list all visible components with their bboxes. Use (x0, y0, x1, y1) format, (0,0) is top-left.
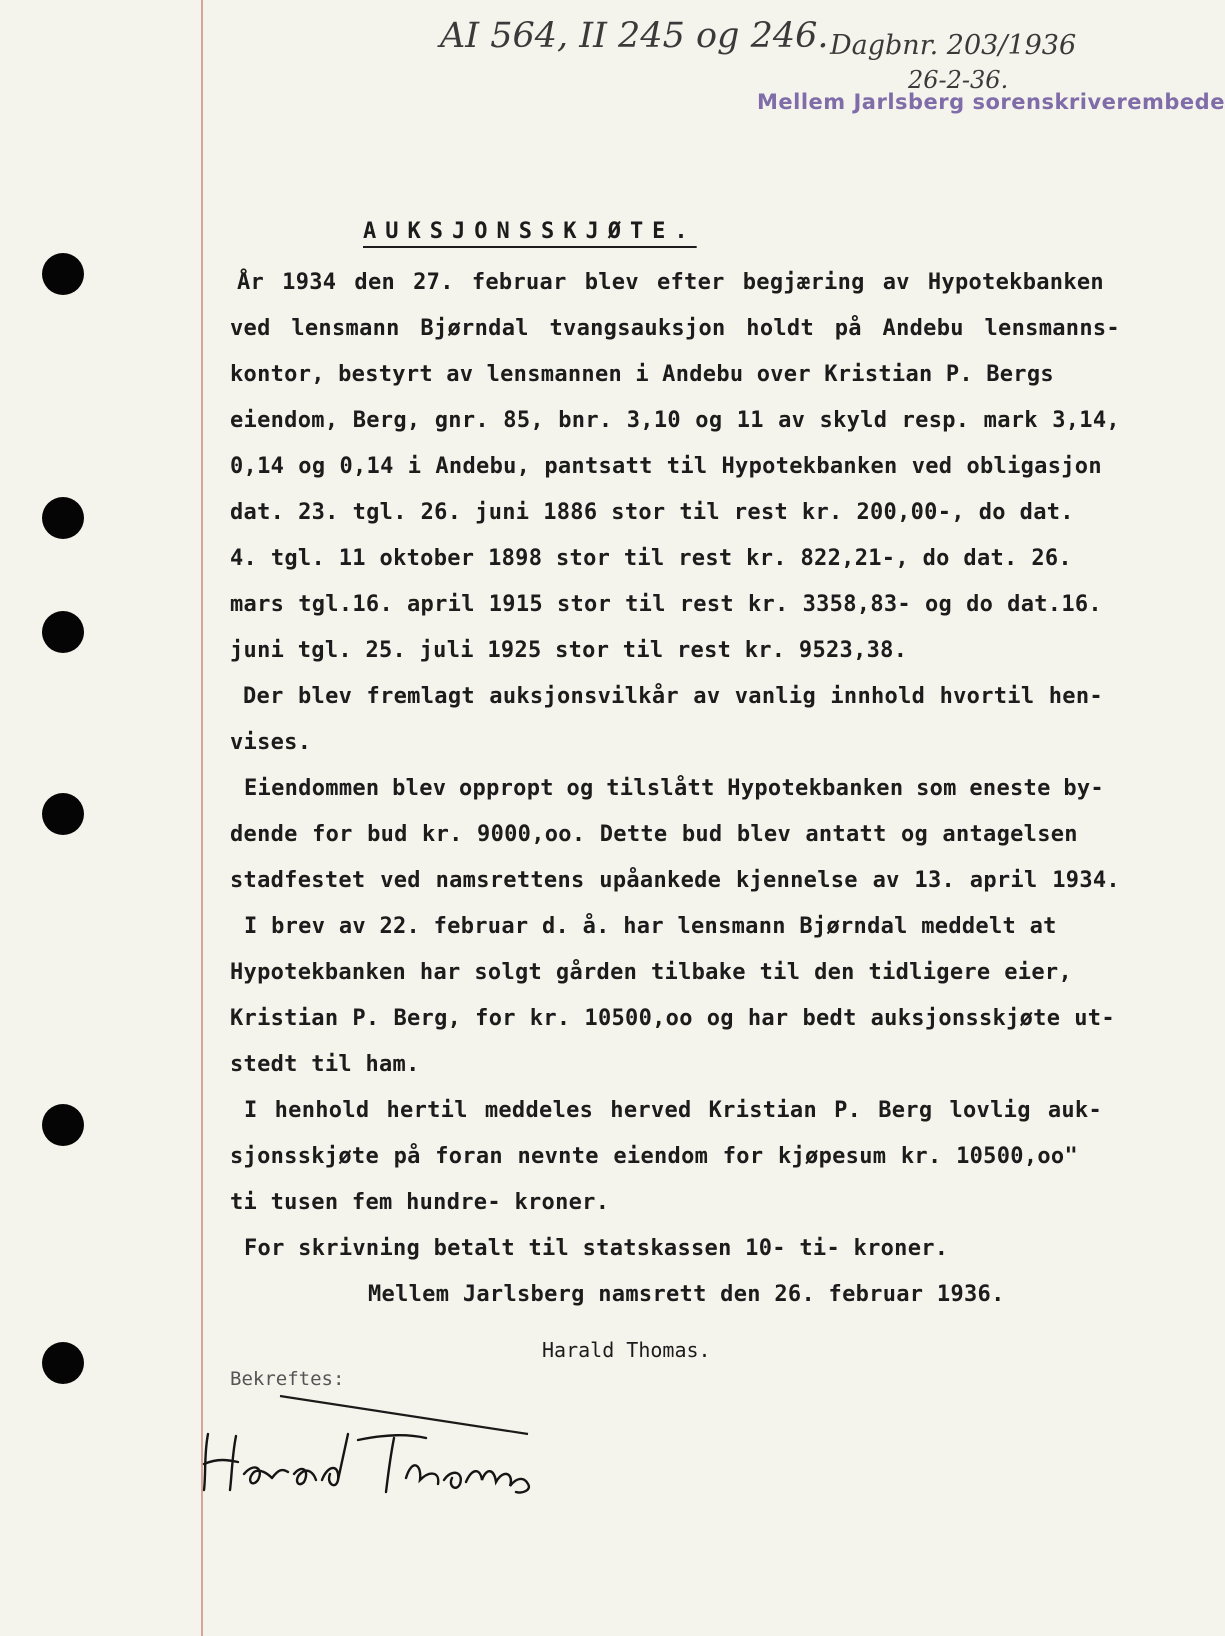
word: har (747, 1006, 789, 1031)
word: den (814, 960, 855, 985)
word: Andebu, (435, 454, 531, 479)
word: og (695, 408, 723, 433)
word: upåankede (599, 868, 722, 893)
word: Der (243, 684, 284, 709)
body-line (230, 1006, 1115, 1042)
word: 0,14 (230, 454, 285, 479)
confirmed-label: Bekreftes: (230, 1368, 345, 1390)
word: tilbake (651, 960, 746, 985)
word: 1898 (488, 546, 543, 571)
word: i (407, 454, 422, 479)
body-line (230, 868, 1120, 904)
word: bud (681, 822, 723, 847)
word: Hypotekbanken (721, 454, 898, 479)
word: ut- (1074, 1006, 1115, 1031)
word: til (623, 546, 665, 571)
word: Dette (599, 822, 668, 847)
word: april (969, 868, 1038, 893)
word: Hypotekbanken (230, 960, 407, 985)
word: og (706, 1006, 734, 1031)
word: eiendom, (230, 408, 339, 433)
word: P. (945, 362, 973, 387)
word: 11 (736, 408, 764, 433)
binder-hole-5 (42, 1104, 84, 1146)
word: og (566, 776, 594, 801)
word: og (298, 454, 326, 479)
word: Berg, (393, 1006, 462, 1031)
word: kr. (747, 592, 789, 617)
word: til (625, 592, 666, 617)
word: Andebu (882, 316, 964, 341)
body-line (230, 362, 1054, 398)
binder-hole-3 (42, 611, 84, 653)
word: blev (298, 684, 353, 709)
word: og (924, 592, 953, 617)
word: Kristian (824, 362, 933, 387)
word: blev (392, 776, 447, 801)
word: kr. (900, 1144, 942, 1169)
journal-date: 26-2-36. (908, 66, 1009, 94)
word: Hypotekbanken (727, 776, 904, 801)
body-line (230, 408, 1120, 444)
word: kontor, (230, 362, 325, 387)
word: 3,14, (1052, 408, 1120, 433)
word: bedt (802, 1006, 857, 1031)
word: Hypotekbanken (927, 270, 1104, 295)
word: nevnte (517, 1144, 599, 1169)
word: antatt (805, 822, 887, 847)
word: eiendom (613, 1144, 709, 1169)
word: tidligere (868, 960, 991, 985)
word: 26. (420, 500, 462, 525)
word: lensmann (291, 316, 400, 341)
word: 10500,oo" (956, 1144, 1078, 1169)
word: kr. (529, 1006, 571, 1031)
word: ved (911, 454, 953, 479)
word: bud (367, 822, 408, 847)
word: eier, (1004, 960, 1072, 985)
word: 85, (503, 408, 544, 433)
word: namsrettens (435, 868, 585, 893)
body-line (230, 546, 1072, 582)
word: kr. (801, 500, 843, 525)
body-line (243, 684, 1103, 720)
body-line (244, 776, 1104, 812)
word: rest (678, 546, 733, 571)
word: by- (1063, 776, 1104, 801)
margin-rule (201, 0, 203, 1636)
word: for (475, 1006, 516, 1031)
body-line: For skrivning betalt til statskassen 10- ti- kroner. (244, 1236, 949, 1261)
word: tvangsauksjon (549, 316, 726, 341)
word: I (244, 1098, 258, 1123)
body-line (230, 500, 1074, 536)
word: Berg (878, 1098, 933, 1123)
word: rest (733, 500, 789, 525)
word: kr. (746, 546, 787, 571)
word: oppropt (458, 776, 554, 801)
word: stor (611, 500, 666, 525)
word: Bjørndal (420, 316, 529, 341)
word: dat. (1019, 500, 1074, 525)
word: april (407, 592, 475, 617)
document-title: AUKSJONSSKJØTE. (363, 219, 697, 244)
body-line: vises. (230, 730, 312, 755)
word: lensmannen (486, 362, 623, 387)
body-line (230, 316, 1120, 352)
word: lensmanns- (984, 316, 1120, 341)
word: 0,14 (339, 454, 394, 479)
word: P. (352, 1006, 380, 1031)
word: 13. (914, 868, 956, 893)
word: gnr. (434, 408, 489, 433)
body-line (230, 822, 1078, 858)
body-line (230, 960, 1072, 996)
handwritten-signature (198, 1394, 538, 1504)
word: kjennelse (735, 868, 858, 893)
word: 1934. (1052, 868, 1120, 893)
word: kjøpesum (777, 1144, 887, 1169)
word: stadfestet (230, 868, 366, 893)
binder-hole-1 (42, 253, 84, 295)
word: fremlagt (366, 684, 475, 709)
word: 200,00-, (856, 500, 965, 525)
word: av (446, 362, 474, 387)
word: bestyrt (338, 362, 433, 387)
binder-hole-2 (42, 497, 84, 539)
word: skyld (819, 408, 888, 433)
word: 10500,oo (584, 1006, 693, 1031)
word: do (922, 546, 950, 571)
word: tgl. (352, 500, 407, 525)
word: 822,21-, (800, 546, 909, 571)
word: til (666, 454, 708, 479)
word: blev (584, 270, 639, 295)
word: dat.16. (1007, 592, 1102, 617)
word: tgl. (270, 546, 325, 571)
word: henhold (274, 1098, 370, 1123)
word: Andebu (662, 362, 744, 387)
word: juni (475, 500, 530, 525)
word: 1886 (543, 500, 598, 525)
word: lovlig (949, 1098, 1031, 1123)
word: dende (230, 822, 298, 847)
body-line (244, 1098, 1102, 1134)
word: Bergs (986, 362, 1054, 387)
word: tilslått (606, 776, 715, 801)
word: pantsatt (544, 454, 653, 479)
word: bnr. (558, 408, 613, 433)
word: innhold (830, 684, 926, 709)
word: for (312, 822, 353, 847)
body-line: ti tusen fem hundre- kroner. (230, 1190, 610, 1215)
word: 11 (338, 546, 366, 571)
word: blev (736, 822, 791, 847)
word: februar (471, 270, 567, 295)
word: auk- (1047, 1098, 1102, 1123)
word: antagelsen (942, 822, 1078, 847)
word: 9000,oo. (477, 822, 586, 847)
word: meddeles (484, 1098, 594, 1123)
binder-hole-4 (42, 793, 84, 835)
word: Kristian (230, 1006, 339, 1031)
word: dat. (963, 546, 1018, 571)
word: Kristian (708, 1098, 817, 1123)
word: 23. (298, 500, 339, 525)
signatory-name: Harald Thomas. (542, 1338, 711, 1362)
word: hertil (386, 1098, 468, 1123)
word: P. (834, 1098, 862, 1123)
word: hen- (1048, 684, 1103, 709)
word: rest (679, 592, 734, 617)
body-line (230, 1144, 1078, 1180)
word: 1934 (282, 270, 337, 295)
word: vanlig (734, 684, 817, 709)
word: do (966, 592, 994, 617)
word: stor (556, 592, 612, 617)
word: til (759, 960, 801, 985)
word: av (778, 408, 806, 433)
word: solgt (474, 960, 543, 985)
word: foran (435, 1144, 503, 1169)
word: oktober (379, 546, 475, 571)
word: hvortil (939, 684, 1035, 709)
word: den (354, 270, 396, 295)
word: mars (230, 592, 285, 617)
word: 27. (413, 270, 454, 295)
body-line (230, 592, 1102, 628)
word: av (693, 684, 721, 709)
word: dat. (230, 500, 285, 525)
word: Berg, (352, 408, 421, 433)
word: 26. (1031, 546, 1072, 571)
body-line: I brev av 22. februar d. å. har lensmann Bjørndal meddelt at (244, 914, 1057, 939)
word: stor (555, 546, 611, 571)
word: obligasjon (966, 454, 1102, 479)
word: på (393, 1144, 421, 1169)
word: på (834, 316, 862, 341)
word: til (679, 500, 720, 525)
word: begjæring (742, 270, 865, 295)
office-stamp: Mellem Jarlsberg sorenskriverembede (757, 90, 1225, 114)
word: sjonsskjøte (230, 1144, 379, 1169)
journal-number: Dagbnr. 203/1936 (830, 30, 1077, 61)
word: mark (983, 408, 1038, 433)
word: av (872, 868, 900, 893)
word: 1915 (488, 592, 543, 617)
word: over (756, 362, 811, 387)
word: tgl.16. (298, 592, 394, 617)
word: som (916, 776, 957, 801)
word: av (882, 270, 910, 295)
word: Eiendommen (244, 776, 380, 801)
word: År (237, 270, 265, 295)
word: gården (555, 960, 638, 985)
word: eneste (969, 776, 1051, 801)
word: holdt (746, 316, 815, 341)
word: har (419, 960, 461, 985)
body-line: juni tgl. 25. juli 1925 stor til rest kr. 9523,38. (230, 638, 908, 663)
body-line (237, 270, 1104, 306)
word: for (722, 1144, 764, 1169)
word: auksjonsskjøte (870, 1006, 1061, 1031)
body-line: Mellem Jarlsberg namsrett den 26. februar 1936. (368, 1282, 1005, 1307)
word: ved (380, 868, 421, 893)
word: 3358,83- (802, 592, 911, 617)
word: ved (230, 316, 271, 341)
word: og (900, 822, 929, 847)
word: kr. (422, 822, 463, 847)
body-line: stedt til ham. (230, 1052, 420, 1077)
word: efter (656, 270, 725, 295)
word: do (978, 500, 1006, 525)
reference-note: AI 564, II 245 og 246. (440, 16, 829, 56)
binder-hole-6 (42, 1342, 84, 1384)
word: resp. (901, 408, 970, 433)
word: auksjonsvilkår (489, 684, 679, 709)
word: i (635, 362, 649, 387)
word: 4. (230, 546, 258, 571)
body-line (230, 454, 1102, 490)
word: herved (610, 1098, 692, 1123)
word: 3,10 (626, 408, 681, 433)
